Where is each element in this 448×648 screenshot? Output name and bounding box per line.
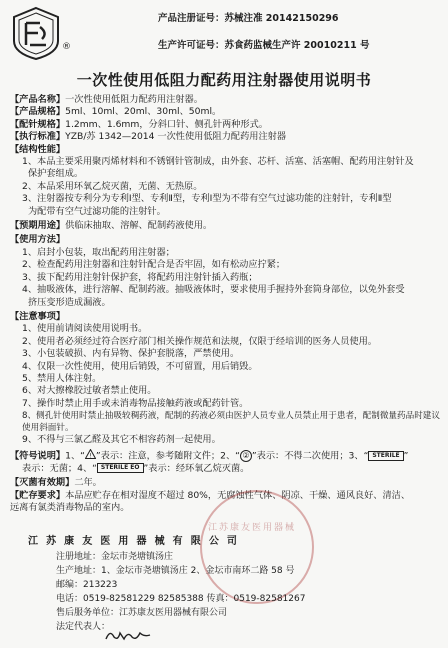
symbols-text: ” [403, 450, 409, 462]
method-label: 【使用方法】 [10, 234, 66, 246]
standard-row [10, 131, 442, 143]
sterile-icon: STERILE [368, 451, 403, 461]
purpose-row [10, 220, 442, 232]
method-item: 4、抽吸液体，进行溶解、配制药液。抽吸液体时，要求使用手握持外套筒身部位，以免外套受 [22, 284, 405, 296]
storage-text: 本品应贮存在相对湿度不超过 80%，无腐蚀性气体、阴凉、干燥、通风良好、清洁、 [65, 489, 411, 501]
structure-item: 1、本品主要采用聚丙烯材料和不锈钢针管制成，由外套、芯杆、活塞、活塞帽、配药用注射针及 [22, 156, 414, 168]
caution-item: 4、仅限一次性使用，使用后销毁，不可留置，用后销毁。 [22, 360, 258, 372]
product-spec-label: 【产品规格】 [10, 106, 66, 118]
symbols-label: 【符号说明】 [10, 450, 66, 462]
validity-row [10, 477, 442, 489]
production-address: 生产地址：1、金坛市尧塘镇汤庄 2、金坛市南环二路 58 号 [56, 566, 295, 576]
caution-item: 6、对大擦橡胶过敏者禁止使用。 [22, 385, 157, 397]
registered-address: 注册地址：金坛市尧塘镇汤庄 [56, 552, 174, 562]
cautions-label: 【注意事项】 [10, 310, 66, 322]
product-name-label: 【产品名称】 [10, 94, 66, 105]
registered-mark: ® [62, 42, 71, 52]
validity-text: 二年。 [74, 477, 102, 489]
caution-item: 3、小包装破损、内有异物、保护套脱落，严禁使用。 [22, 348, 240, 360]
storage-label: 【贮存要求】 [10, 489, 66, 501]
structure-item: 为配带有空气过滤功能的注射针。 [28, 205, 166, 217]
caution-item: 8、侧孔针使用时禁止抽吸较稠药液，配制的药液必须由医护人员专业人员禁止用于患者，配制微量药品时建议使用斜面针。 [22, 411, 440, 434]
symbols-text: ”表示：注意，参考随附文件；2、“ [95, 450, 240, 462]
svg-text:!: ! [89, 452, 92, 459]
company-logo [8, 5, 64, 61]
structure-item: 3、注射器按专利分为专利Ⅰ型、专利Ⅱ型，专利Ⅰ型为不带有空气过滤功能的注射针，专利Ⅱ型 [22, 193, 392, 205]
after-sales: 售后服务单位：江苏康友医用器械有限公司 [56, 608, 228, 618]
method-item: 2、检查配药用注射器和注射针配合是否牢固，如有松动应拧紧； [22, 259, 286, 271]
needle-spec-label: 【配针规格】 [10, 118, 66, 130]
caution-item: 7、操作时禁止用手或未消毒物品接触药液或配药针管。 [22, 397, 249, 409]
purpose-text: 供临床抽取、溶解、配制药液使用。 [65, 220, 213, 232]
caution-item: 1、使用前请阅读使用说明书。 [22, 323, 148, 335]
symbols-text: 表示：无菌；4、“ [22, 462, 97, 474]
no-reuse-icon: ② [240, 450, 252, 462]
company-name: 江 苏 康 友 医 用 器 械 有 限 公 司 [28, 536, 240, 547]
registration-number: 产品注册证号：苏械注准 20142150296 [158, 13, 339, 24]
standard-label: 【执行标准】 [10, 131, 66, 143]
document-body [10, 94, 442, 515]
caution-item: 9、不得与三氯乙醛及其它不相容药剂一起使用。 [22, 434, 221, 446]
validity-label: 【灭菌有效期】 [10, 477, 75, 489]
symbols-text: ”表示：经环氧乙烷灭菌。 [143, 462, 250, 474]
purpose-label: 【预期用途】 [10, 220, 66, 232]
symbols-row-2 [10, 463, 442, 475]
sterile-eo-icon: STERILE EO [97, 463, 144, 473]
product-name-text: 一次性使用低阻力配药用注射器。 [65, 94, 203, 105]
phone-fax: 电话：0519-82581229 82585388 传真：0519-82581267 [56, 594, 306, 604]
postal-code: 邮编：213223 [56, 580, 118, 590]
symbols-text: 1、“ [65, 450, 85, 462]
caution-item: 5、禁用人体注射。 [22, 372, 102, 384]
legal-representative: 法定代表人： [56, 622, 111, 632]
structure-item: 2、本品采用环氧乙烷灭菌，无菌、无热原。 [22, 180, 203, 192]
method-item: 1、启封小包装，取出配药用注射器； [22, 246, 175, 258]
warning-icon [85, 449, 96, 463]
storage-text-2: 远离有氯类消毒物品的室内。 [10, 502, 130, 514]
needle-spec-text: 1.2mm、1.6mm，分斜口针、侧孔针两种形式。 [65, 118, 268, 130]
company-seal [200, 490, 314, 604]
needle-spec-row [10, 119, 442, 131]
document-title: 一次性使用低阻力配药用注射器使用说明书 [76, 71, 372, 89]
product-spec-text: 5ml、10ml、20ml、30ml、50ml。 [65, 106, 222, 118]
caution-item: 2、使用者必须经过符合医疗部门相关操作规范和法规，仅限于经培训的医务人员使用。 [22, 335, 377, 347]
company-seal-text: 江苏康友医用器械 [208, 523, 297, 533]
product-spec-row [10, 106, 442, 118]
production-license: 生产许可证号：苏食药监械生产许 20010211 号 [158, 40, 370, 51]
product-name-row [10, 94, 442, 106]
structure-item: 保护套组成。 [28, 168, 84, 180]
symbols-text: ”表示：不得二次使用；3、“ [251, 450, 369, 462]
symbols-row [10, 449, 442, 463]
structure-label: 【结构性能】 [10, 143, 66, 155]
method-item: 挤压变形造成漏液。 [28, 296, 111, 308]
standard-text: YZB/苏 1342—2014 一次性使用低阻力配药用注射器 [65, 131, 287, 143]
method-item: 3、拔下配药用注射针保护套，将配药用注射针插入药瓶； [22, 271, 258, 283]
signature [104, 627, 152, 643]
